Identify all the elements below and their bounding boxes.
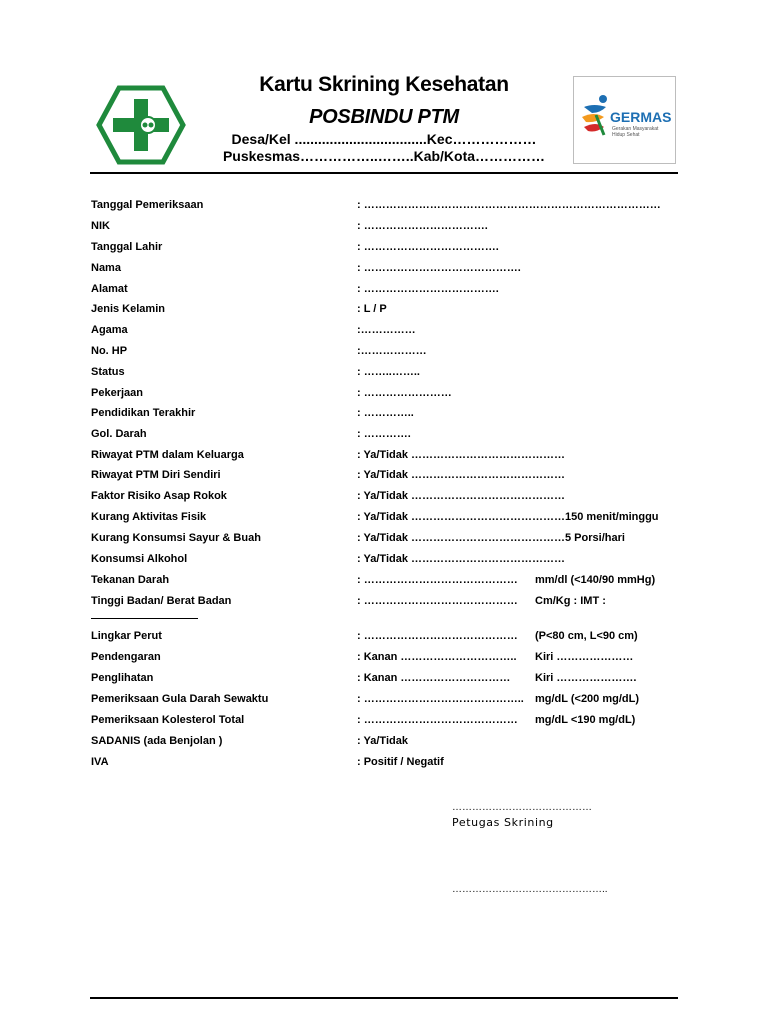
field-value[interactable]: : ……………………………………	[357, 574, 518, 586]
field-label: Agama	[91, 324, 128, 336]
field-reference-note: mg/dL (<200 mg/dL)	[535, 693, 640, 705]
header-location-line-1: Desa/Kel ..................................Kec………………	[231, 131, 537, 147]
germas-tagline-2: Hidup Sehat	[612, 132, 640, 138]
page-title: Kartu Skrining Kesehatan	[259, 73, 509, 96]
signature-line-2: ………………………………………..	[452, 884, 608, 895]
field-value[interactable]: : …………………………………….	[357, 262, 521, 274]
field-label: Konsumsi Alkohol	[91, 553, 188, 565]
header-divider	[90, 172, 678, 174]
field-label: Jenis Kelamin	[91, 303, 165, 315]
field-value[interactable]: : ……………………………………	[357, 630, 518, 642]
field-value[interactable]: : ……………………	[357, 387, 452, 399]
field-value[interactable]: :……………	[357, 324, 416, 336]
field-label: No. HP	[91, 345, 128, 357]
field-reference-note: Kiri ………………….	[535, 672, 637, 684]
field-label: SADANIS (ada Benjolan )	[91, 735, 223, 747]
field-label: IVA	[91, 756, 109, 768]
field-label: Riwayat PTM Diri Sendiri	[91, 469, 221, 481]
field-value[interactable]: : Ya/Tidak ……………………………………	[357, 553, 566, 565]
germas-wordmark: GERMAS	[610, 109, 672, 125]
field-label: Penglihatan	[91, 672, 154, 684]
signature-role: Petugas Skrining	[452, 816, 554, 829]
field-label: Riwayat PTM dalam Keluarga	[91, 449, 244, 461]
field-label: Tekanan Darah	[91, 574, 170, 586]
field-value[interactable]: : Kanan …………………………..	[357, 651, 517, 663]
field-reference-note: mg/dL <190 mg/dL)	[535, 714, 636, 726]
field-value[interactable]: : Ya/Tidak ……………………………………	[357, 449, 566, 461]
field-label: Alamat	[91, 283, 128, 295]
field-label: Pendengaran	[91, 651, 161, 663]
field-value[interactable]: : …………………………….	[357, 220, 488, 232]
field-value[interactable]: : Ya/Tidak ……………………………………	[357, 490, 566, 502]
field-label: Tanggal Pemeriksaan	[91, 199, 204, 211]
signature-line-1: ……………………………………	[452, 802, 592, 813]
field-label: Pemeriksaan Gula Darah Sewaktu	[91, 693, 269, 705]
footer-divider	[90, 997, 678, 999]
page-subtitle: POSBINDU PTM	[309, 106, 459, 128]
header-location-line-2: Puskesmas……………..……..Kab/Kota……………	[222, 148, 546, 164]
field-label: Kurang Konsumsi Sayur & Buah	[91, 532, 261, 544]
field-label: Nama	[91, 262, 121, 274]
field-value[interactable]: : Ya/Tidak ……………………………………	[357, 469, 566, 481]
field-value[interactable]: : ……………………………….	[357, 241, 499, 253]
field-label: Status	[91, 366, 125, 378]
field-value[interactable]: : ……………………………………..	[357, 693, 524, 705]
field-value[interactable]: : Ya/Tidak ……………………………………150 menit/minggu	[357, 511, 659, 523]
field-label: Pekerjaan	[91, 387, 143, 399]
field-label: Faktor Risiko Asap Rokok	[91, 490, 227, 502]
germas-tagline-1: Gerakan Masyarakat	[612, 126, 659, 132]
field-value[interactable]: : ………….	[357, 428, 411, 440]
field-value[interactable]: : Positif / Negatif	[357, 756, 444, 768]
field-value[interactable]: : …………..	[357, 407, 414, 419]
field-value[interactable]: : ……………………………….	[357, 283, 499, 295]
field-value[interactable]: : ……..……..	[357, 366, 420, 378]
field-reference-note: mm/dl (<140/90 mmHg)	[535, 574, 656, 586]
field-label: Pemeriksaan Kolesterol Total	[91, 714, 245, 726]
field-value[interactable]: : Ya/Tidak ……………………………………5 Porsi/hari	[357, 532, 625, 544]
field-label: NIK	[91, 220, 110, 232]
field-label: Kurang Aktivitas Fisik	[91, 511, 207, 523]
field-value[interactable]: :………………	[357, 345, 427, 357]
field-value[interactable]: : Ya/Tidak	[357, 735, 408, 747]
field-value[interactable]: : ………………………………………………………………………	[357, 199, 661, 211]
field-reference-note: (P<80 cm, L<90 cm)	[535, 630, 638, 642]
field-value[interactable]: : L / P	[357, 303, 387, 315]
field-value[interactable]: : ……………………………………	[357, 595, 518, 607]
field-label: Lingkar Perut	[91, 630, 162, 642]
field-label: Pendidikan Terakhir	[91, 407, 196, 419]
field-label: Gol. Darah	[91, 428, 147, 440]
field-label: Tinggi Badan/ Berat Badan	[91, 595, 232, 607]
field-reference-note: Kiri …………………	[535, 651, 634, 663]
field-value[interactable]: : Kanan …………………………	[357, 672, 511, 684]
field-reference-note: Cm/Kg : IMT :	[535, 595, 606, 607]
section-divider	[91, 618, 198, 619]
field-value[interactable]: : ……………………………………	[357, 714, 518, 726]
field-label: Tanggal Lahir	[91, 241, 163, 253]
